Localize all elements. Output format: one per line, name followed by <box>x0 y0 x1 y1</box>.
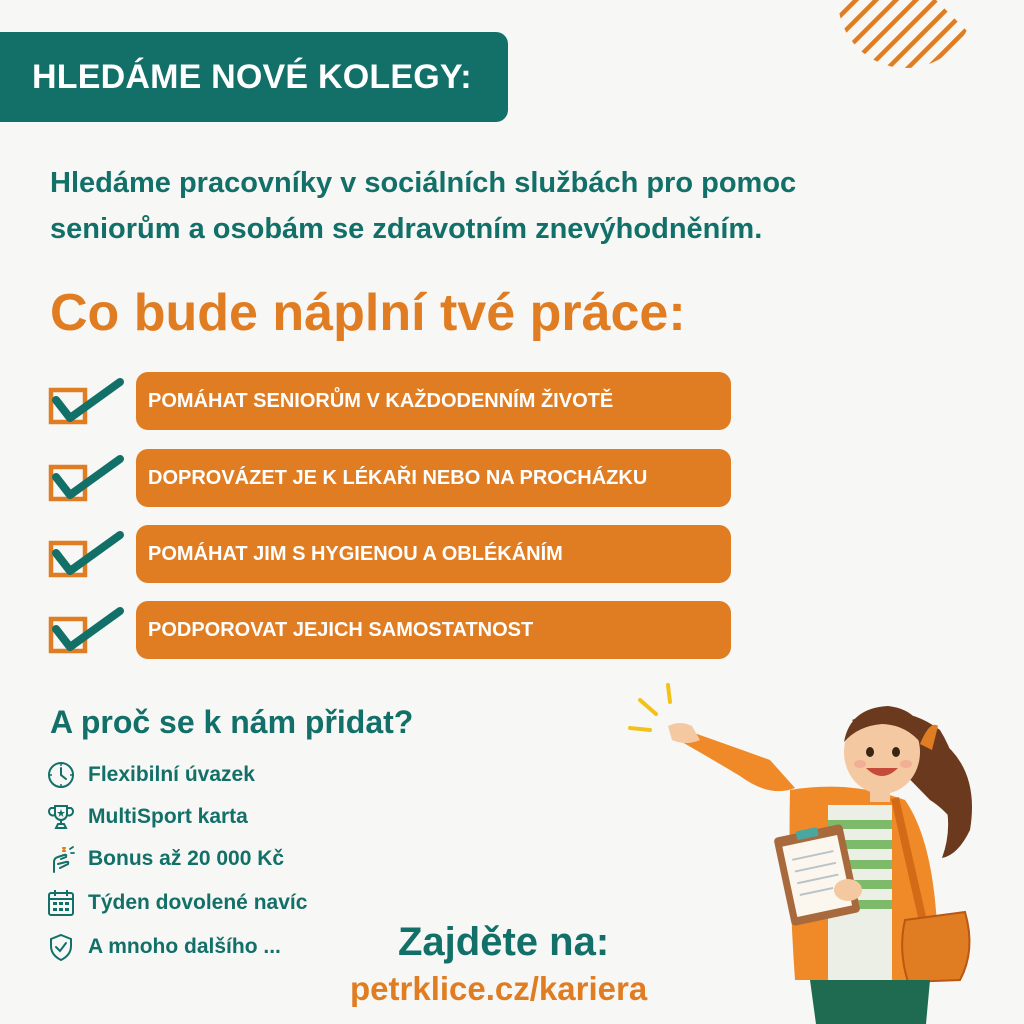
benefit-label: Bonus až 20 000 Kč <box>88 847 285 870</box>
duty-pill <box>136 525 731 583</box>
benefit-item <box>46 929 406 965</box>
intro-line-2: seniorům a osobám se zdravotním znevýhodněním. <box>50 213 763 245</box>
attention-lines-icon <box>630 685 670 730</box>
duty-label: DOPROVÁZET JE K LÉKAŘI NEBO NA PROCHÁZKU <box>148 466 648 489</box>
duty-label: POMÁHAT SENIORŮM V KAŽDODENNÍM ŽIVOTĚ <box>148 389 614 412</box>
intro-text <box>50 160 930 252</box>
duty-pill <box>136 601 731 659</box>
header-banner <box>0 32 508 122</box>
cta-label: Zajděte na: <box>398 920 610 964</box>
career-link[interactable]: petrklice.cz/kariera <box>350 970 648 1007</box>
benefit-label: Týden dovolené navíc <box>88 891 308 914</box>
trophy-icon <box>46 802 76 832</box>
checkbox-checked-icon <box>48 374 126 428</box>
striped-circle-decoration <box>836 0 976 72</box>
woman-pointing-illustration <box>620 680 1020 1024</box>
money-hand-icon <box>46 844 76 874</box>
checkbox-checked-icon <box>48 527 126 581</box>
benefit-item <box>46 841 406 877</box>
shield-check-icon <box>46 932 76 962</box>
benefits-heading: A proč se k nám přidat? <box>50 704 414 740</box>
benefit-label: MultiSport karta <box>88 805 248 828</box>
benefit-item <box>46 757 406 793</box>
calendar-icon <box>46 888 76 918</box>
duty-pill <box>136 372 731 430</box>
benefit-item <box>46 799 406 835</box>
duty-item <box>48 525 738 585</box>
duties-heading: Co bude náplní tvé práce: <box>50 284 686 342</box>
banner-title: HLEDÁME NOVÉ KOLEGY: <box>32 57 472 96</box>
benefit-label: A mnoho dalšího ... <box>88 935 281 958</box>
duty-label: POMÁHAT JIM S HYGIENOU A OBLÉKÁNÍM <box>148 542 563 565</box>
intro-line-1: Hledáme pracovníky v sociálních službách pro pomoc <box>50 167 797 199</box>
checkbox-checked-icon <box>48 451 126 505</box>
duty-item <box>48 449 738 509</box>
benefit-label: Flexibilní úvazek <box>88 763 255 786</box>
clock-icon <box>46 760 76 790</box>
checkbox-checked-icon <box>48 603 126 657</box>
benefit-item <box>46 885 406 921</box>
duty-item <box>48 372 738 432</box>
duty-item <box>48 601 738 661</box>
duty-pill <box>136 449 731 507</box>
duty-label: PODPOROVAT JEJICH SAMOSTATNOST <box>148 618 534 641</box>
